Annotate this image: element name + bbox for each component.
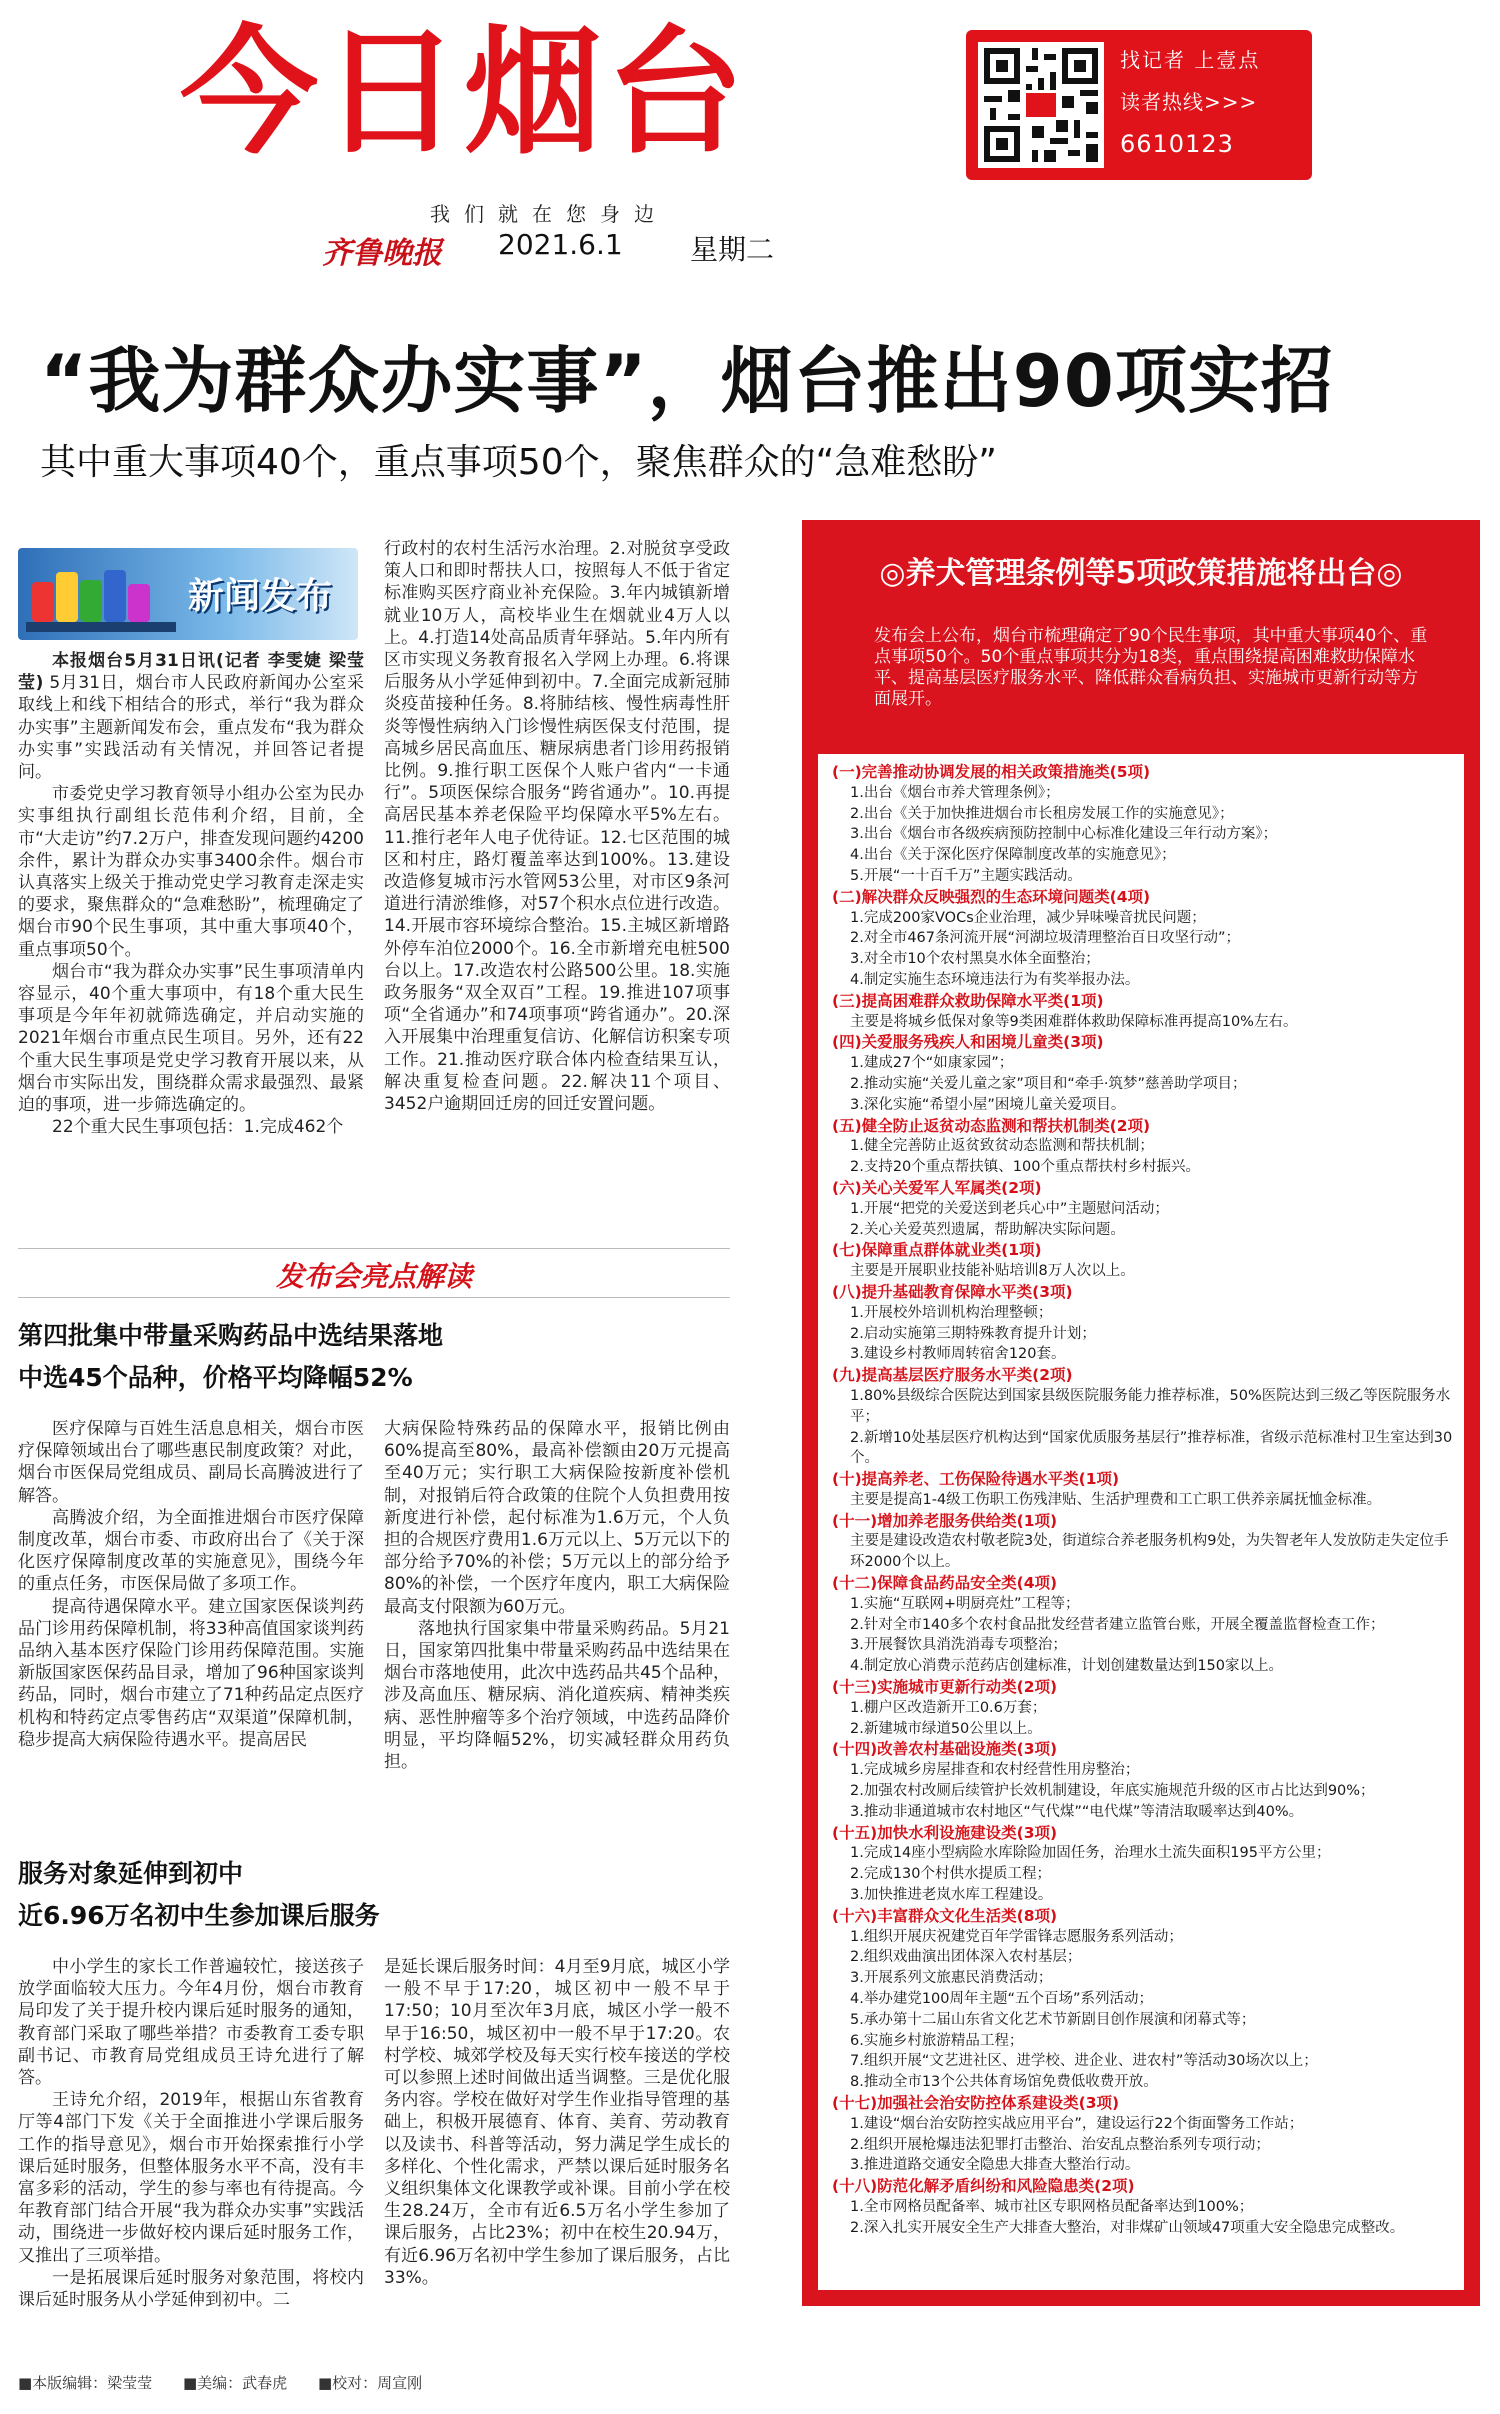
- policy-category: [832, 762, 1454, 887]
- policy-item: 2.对全市467条河流开展“河湖垃圾清理整治百日攻坚行动”；: [850, 930, 1241, 947]
- policy-category-title: (一)完善推动协调发展的相关政策措施类(5项): [832, 763, 1151, 781]
- newspaper-title: 今日烟台: [180, 12, 749, 173]
- policy-item: 1.完成14座小型病险水库除险加固任务，治理水土流失面积195平方公里；: [850, 1845, 1331, 1862]
- policy-category-title: (十五)加快水利设施建设类(3项): [832, 1823, 1058, 1842]
- highlights-banner-label: 发布会亮点解读: [275, 1260, 472, 1293]
- policy-item: 2.新建城市绿道50公里以上。: [850, 1720, 1042, 1737]
- article2-paragraph-4: 大病保险特殊药品的保障水平，报销比例由60%提高至80%，最高补偿额由20万元提高至40万元；实行职工大病保险按新度补偿机制，对报销后符合政策的住院个人负担费用按新度进行补偿，起付标准为1.6万元，个人负担的合规医疗费用1.6万元以上、5万元以下的部分给予70%的补偿；5万元以上的部分给予80%的补偿，一个医疗年度内，职工大病保险最高支付限额为60万元。: [384, 1419, 730, 1617]
- policy-item: 主要是提高1-4级工伤职工伤残津贴、生活护理费和工亡职工供养亲属抚恤金标准。: [850, 1491, 1382, 1508]
- article3-paragraph-1: 中小学生的家长工作普遍较忙，接送孩子放学面临较大压力。今年4月份，烟台市教育局印发了关于提升校内课后延时服务的通知，教育部门采取了哪些举措？市委教育工委专职副书记、市教育局党组成员王诗允进行了解答。: [18, 1957, 364, 2089]
- policy-item: 主要是开展职业技能补贴培训8万人次以上。: [850, 1263, 1135, 1280]
- policy-category-title: (十四)改善农村基础设施类(3项): [832, 1740, 1058, 1759]
- policy-category-title: (六)关心关爱军人军属类(2项): [832, 1178, 1042, 1197]
- policy-item: 4.举办建党100周年主题“五个百场”系列活动；: [850, 1991, 1154, 2008]
- article2-subtitle: 中选45个品种，价格平均降幅52%: [18, 1363, 413, 1392]
- policy-item: 1.棚户区改造新开工0.6万套；: [850, 1699, 1047, 1716]
- policy-category-title: (五)健全防止返贫动态监测和帮扶机制类(2项): [832, 1116, 1151, 1135]
- article2-paragraph-1: 医疗保障与百姓生活息息相关，烟台市医疗保障领域出台了哪些惠民制度政策？对此，烟台市医保局党组成员、副局长高腾波进行了解答。: [18, 1419, 364, 1506]
- article3-subtitle: 近6.96万名初中生参加课后服务: [18, 1901, 380, 1930]
- policy-item: 1.组织开展庆祝建党百年学雷锋志愿服务系列活动；: [850, 1928, 1183, 1945]
- policy-category: [832, 1032, 1454, 1115]
- policy-item: 4.制定放心消费示范药店创建标准，计划创建数量达到150家以上。: [850, 1658, 1284, 1675]
- issue-weekday: 星期二: [690, 233, 775, 266]
- qr-code-icon[interactable]: [978, 42, 1104, 168]
- policy-item: 1.健全完善防止返贫致贫动态监测和帮扶机制；: [850, 1138, 1154, 1155]
- policy-category-title: (十八)防范化解矛盾纠纷和风险隐患类(2项): [832, 2177, 1135, 2196]
- policy-item: 1.实施“互联网+明厨亮灶”工程等；: [850, 1595, 1080, 1612]
- policy-category: [832, 1365, 1454, 1469]
- hotline-slogan: 找记者 上壹点: [1120, 48, 1261, 72]
- article3-title: 服务对象延伸到初中: [18, 1859, 244, 1888]
- policy-item: 1.全市网格员配备率、城市社区专职网格员配备率达到100%；: [850, 2198, 1254, 2215]
- policy-panel-intro: 发布会上公布，烟台市梳理确定了90个民生事项，其中重大事项40个、重点事项50个。50个重点事项共分为18类，重点围绕提高困难救助保障水平、提高基层医疗服务水平、降低群众看病负担、实施城市更新行动等方面展开。: [874, 626, 1428, 709]
- policy-item: 3.出台《烟台市各级疾病预防控制中心标准化建设三年行动方案》；: [850, 826, 1278, 843]
- policy-category: [832, 1739, 1454, 1822]
- policy-item: 8.推动全市13个公共体育场馆免费低收费开放。: [850, 2074, 1158, 2091]
- policy-item: 2.针对全市140多个农村食品批发经营者建立监管台账，开展全覆盖监督检查工作；: [850, 1616, 1385, 1633]
- article3-column-1: [18, 1956, 364, 2311]
- policy-item: 1.开展“把党的关爱送到老兵心中”主题慰问活动；: [850, 1200, 1169, 1217]
- article2-column-2: [384, 1418, 730, 1773]
- policy-category: [832, 1677, 1454, 1739]
- main-subheadline: 其中重大事项40个，重点事项50个，聚焦群众的“急难愁盼”: [40, 442, 997, 483]
- highlights-banner: [18, 1248, 730, 1298]
- lead-paragraph-2: 市委党史学习教育领导小组办公室为民办实事组执行副组长范伟利介绍，目前，全市“大走访”约7.2万户，排查发现问题约4200余件，累计为群众办实事3400余件。烟台市认真落实上级关于推动党史学习教育走深走实的要求，聚焦群众的“急难愁盼”，梳理确定了烟台市90个民生事项，其中重大事项40个，重点事项50个。: [18, 784, 364, 960]
- policy-category-title: (十二)保障食品药品安全类(4项): [832, 1574, 1058, 1593]
- paper-name: 齐鲁晚报: [322, 236, 442, 271]
- hotline-number[interactable]: 6610123: [1120, 130, 1234, 158]
- policy-item: 1.80%县级综合医院达到国家县级医院服务能力推荐标准，50%医院达到三级乙等医院服务水平；: [850, 1387, 1451, 1425]
- policy-item: 3.推进道路交通安全隐患大排查大整治行动。: [850, 2157, 1140, 2174]
- issue-date: 2021.6.1: [498, 228, 623, 261]
- main-headline: “我为群众办实事”，烟台推出90项实招: [40, 339, 1334, 423]
- policy-category-title: (九)提高基层医疗服务水平类(2项): [832, 1366, 1073, 1385]
- news-release-badge: [18, 548, 358, 640]
- credit-proofreader: ■校对：周宣刚: [317, 2374, 423, 2392]
- article3-paragraph-3: 一是拓展课后延时服务对象范围，将校内课后延时服务从小学延伸到初中。二: [18, 2267, 364, 2311]
- policy-item: 1.建设“烟台治安防控实战应用平台”，建设运行22个街面警务工作站；: [850, 2115, 1304, 2132]
- policy-category: [832, 2093, 1454, 2176]
- policy-item: 5.开展“一十百千万”主题实践活动。: [850, 867, 1082, 884]
- article-byline: 本报烟台5月31日讯(记者 李雯婕 梁莹莹): [18, 651, 364, 694]
- article2-title: 第四批集中带量采购药品中选结果落地: [18, 1321, 444, 1350]
- policy-category-title: (十一)增加养老服务供给类(1项): [832, 1511, 1058, 1530]
- policy-item: 3.推动非通道城市农村地区“气代煤”“电代煤”等清洁取暖率达到40%。: [850, 1803, 1304, 1820]
- article2-column-1: [18, 1418, 364, 1751]
- newspaper-slogan: 我们就在您身边: [430, 202, 668, 226]
- policy-item: 3.开展系列文旅惠民消费活动；: [850, 1970, 1053, 1987]
- policy-item: 7.组织开展“文艺进社区、进学校、进企业、进农村”等活动30场次以上；: [850, 2053, 1318, 2070]
- policy-category: [832, 1116, 1454, 1178]
- article2-paragraph-5: 落地执行国家集中带量采购药品。5月21日，国家第四批集中带量采购药品中选结果在烟台市落地使用，此次中选药品共45个品种，涉及高血压、糖尿病、消化道疾病、精神类疾病、恶性肿瘤等多个治疗领域，中选药品降价明显，平均降幅52%，切实减轻群众用药负担。: [384, 1618, 730, 1773]
- credit-art-editor: ■美编：武春虎: [182, 2374, 288, 2392]
- policy-item: 2.出台《关于加快推进烟台市长租房发展工作的实施意见》；: [850, 805, 1234, 822]
- policy-category: [832, 1240, 1454, 1282]
- lead-paragraph-4: 22个重大民生事项包括：1.完成462个: [52, 1117, 344, 1138]
- policy-item: 1.完成200家VOCs企业治理，减少异味噪音扰民问题；: [850, 909, 1206, 926]
- policy-category-title: (十七)加强社会治安防控体系建设类(3项): [832, 2094, 1120, 2112]
- policy-category: [832, 991, 1454, 1033]
- policy-category: [832, 1906, 1454, 2093]
- policy-item: 2.关心关爱英烈遗属，帮助解决实际问题。: [850, 1221, 1125, 1238]
- lead-paragraph-5: 行政村的农村生活污水治理。2.对脱贫享受政策人口和即时帮扶人口，按照每人不低于省定标准购买医疗商业补充保险。3.年内城镇新增就业10万人，高校毕业生在烟就业4万人以上。4.打造14处高品质青年驿站。5.年内所有区市实现义务教育报名入学网上办理。6.将课后服务从小学延伸到初中。7.全面完成新冠肺炎疫苗接种任务。8.将肺结核、慢性病毒性肝炎等慢性病纳入门诊慢性病医保支付范围，提高城乡居民高血压、糖尿病患者门诊用药报销比例。9.推行职工医保个人账户省内“一卡通行”。5项医保综合服务“跨省通办”。10.再提高居民基本养老保险平均保障水平5%左右。11.推行老年人电子优待证。12.七区范围的城区和村庄，路灯覆盖率达到100%。13.建设改造修复城市污水管网53公里，对市区9条河道进行清淤维修，对57个积水点位进行改造。14.开展市容环境综合整治。15.主城区新增路外停车泊位2000个。16.全市新增充电桩500台以上。17.改造农村公路500公里。18.实施政务服务“双全双百”工程。19.推进107项事项“全省通办”和74项事项“跨省通办”。20.深入开展集中治理重复信访、化解信访积案专项工作。21.推动医疗联合体内检查结果互认，解决重复检查问题。22.解决11个项目、3452户逾期回迁房的回迁安置问题。: [384, 539, 730, 1115]
- article3-column-2: [384, 1956, 730, 2289]
- news-release-label: 新闻发布: [188, 576, 333, 617]
- policy-category-list: [818, 754, 1464, 2290]
- policy-category-title: (七)保障重点群体就业类(1项): [832, 1241, 1042, 1260]
- policy-category: [832, 1469, 1454, 1511]
- policy-category: [832, 1823, 1454, 1906]
- policy-category-title: (二)解决群众反映强烈的生态环境问题类(4项): [832, 887, 1151, 906]
- article2-paragraph-2: 高腾波介绍，为全面推进烟台市医疗保障制度改革，烟台市委、市政府出台了《关于深化医疗保障制度改革的实施意见》，围绕今年的重点任务，市医保局做了多项工作。: [18, 1507, 364, 1595]
- policy-item: 2.推动实施“关爱儿童之家”项目和“牵手·筑梦”慈善助学项目；: [850, 1075, 1247, 1092]
- policy-item: 4.出台《关于深化医疗保障制度改革的实施意见》；: [850, 847, 1176, 864]
- page-credits: [18, 2372, 1482, 2393]
- policy-item: 2.完成130个村供水提质工程；: [850, 1866, 1052, 1883]
- policy-item: 2.加强农村改厕后续管护长效机制建设，年底实施规范升级的区市占比达到90%；: [850, 1783, 1375, 1800]
- policy-category: [832, 2176, 1454, 2238]
- hotline-label: 读者热线>>>: [1120, 90, 1258, 114]
- lead-article-column-2: [384, 538, 730, 1115]
- lead-paragraph-1: 5月31日，烟台市人民政府新闻办公室采取线上和线下相结合的形式，举行“我为群众办实事”主题新闻发布会，重点发布“我为群众办实事”实践活动有关情况，并回答记者提问。: [18, 673, 365, 783]
- policy-item: 主要是将城乡低保对象等9类困难群体救助保障标准再提高10%左右。: [850, 1013, 1298, 1030]
- policy-item: 6.实施乡村旅游精品工程；: [850, 2032, 1024, 2049]
- policy-item: 3.开展餐饮具消洗消毒专项整治；: [850, 1637, 1067, 1654]
- policy-item: 2.组织开展枪爆违法犯罪打击整治、治安乱点整治系列专项行动；: [850, 2136, 1270, 2153]
- policy-item: 2.启动实施第三期特殊教育提升计划；: [850, 1325, 1096, 1342]
- policy-item: 2.组织戏曲演出团体深入农村基层；: [850, 1949, 1082, 1966]
- policy-item: 2.深入扎实开展安全生产大排查大整治，对非煤矿山领域47项重大安全隐患完成整改。: [850, 2219, 1405, 2236]
- policy-category: [832, 1178, 1454, 1240]
- article3-paragraph-2: 王诗允介绍，2019年，根据山东省教育厅等4部门下发《关于全面推进小学课后服务工作的指导意见》，烟台市开始探索推行小学课后延时服务，但整体服务水平不高，没有丰富多彩的活动，学生的参与率也有待提高。今年教育部门结合开展“我为群众办实事”实践活动，围绕进一步做好校内课后延时服务工作，又推出了三项举措。: [18, 2090, 364, 2266]
- credit-editor: ■本版编辑：梁莹莹: [18, 2374, 153, 2392]
- policy-item: 3.对全市10个农村黑臭水体全面整治；: [850, 951, 1100, 968]
- policy-category-title: (八)提升基础教育保障水平类(3项): [832, 1282, 1073, 1301]
- policy-category-title: (四)关爱服务残疾人和困境儿童类(3项): [832, 1033, 1104, 1052]
- policy-category: [832, 1573, 1454, 1677]
- policy-item: 2.新增10处基层医疗机构达到“国家优质服务基层行”推荐标准，省级示范标准村卫生室达到30个。: [850, 1429, 1453, 1467]
- policy-category: [832, 1511, 1454, 1573]
- policy-category: [832, 887, 1454, 991]
- policy-item: 1.开展校外培训机构治理整顿；: [850, 1304, 1053, 1321]
- lead-article-column-1: [18, 650, 364, 1138]
- reader-hotline-box: [966, 30, 1312, 180]
- policy-item: 主要是建设改造农村敬老院3处，街道综合养老服务机构9处，为失智老年人发放防走失定位手环2000个以上。: [850, 1533, 1449, 1571]
- policy-category-title: (十六)丰富群众文化生活类(8项): [832, 1906, 1058, 1925]
- policy-category: [832, 1282, 1454, 1365]
- policy-item: 3.加快推进老岚水库工程建设。: [850, 1887, 1053, 1904]
- article2-paragraph-3: 提高待遇保障水平。建立国家医保谈判药品门诊用药保障机制，将33种高值国家谈判药品纳入基本医疗保险门诊用药保障范围。实施新版国家医保药品目录，增加了96种国家谈判药品，同时，烟台市建立了71种药品定点医疗机构和特药定点零售药店“双渠道”保障机制，稳步提高大病保险待遇水平。提高居民: [18, 1596, 364, 1750]
- policy-item: 1.建成27个“如康家园”；: [850, 1055, 1014, 1072]
- microphones-icon: [26, 562, 176, 632]
- policy-item: 4.制定实施生态环境违法行为有奖举报办法。: [850, 971, 1140, 988]
- policy-item: 5.承办第十二届山东省文化艺术节新剧目创作展演和闭幕式等；: [850, 2011, 1256, 2028]
- policy-item: 3.建设乡村教师周转宿舍120套。: [850, 1346, 1066, 1363]
- policy-item: 2.支持20个重点帮扶镇、100个重点帮扶村乡村振兴。: [850, 1159, 1200, 1176]
- article3-paragraph-4: 是延长课后服务时间：4月至9月底，城区小学一般不早于17:20，城区初中一般不早于17:50；10月至次年3月底，城区小学一般不早于16:50，城区初中一般不早于17:20。农村学校、城郊学校及每天实行校车接送的学校可以参照上述时间做出适当调整。三是优化服务内容。学校在做好对学生作业指导管理的基础上，积极开展德育、体育、美育、劳动教育以及读书、科普等活动，努力满足学生成长的多样化、个性化需求，严禁以课后延时服务名义组织集体文化课教学或补课。目前小学在校生28.24万，全市有近6.5万名小学生参加了课后服务，占比23%；初中在校生20.94万，有近6.96万名初中学生参加了课后服务，占比33%。: [384, 1957, 730, 2288]
- policy-item: 1.出台《烟台市养犬管理条例》；: [850, 784, 1060, 801]
- policy-panel: [802, 520, 1480, 2306]
- policy-category-title: (三)提高困难群众救助保障水平类(1项): [832, 991, 1104, 1010]
- policy-panel-title: ◎养犬管理条例等5项政策措施将出台◎: [879, 556, 1403, 591]
- masthead: [0, 0, 1500, 290]
- lead-paragraph-3: 烟台市“我为群众办实事”民生事项清单内容显示，40个重大事项中，有18个重大民生事项是今年年初就筛选确定，并启动实施的2021年烟台市重点民生项目。另外，还有22个重大民生事项是党史学习教育开展以来，从烟台市实际出发，围绕群众需求最强烈、最紧迫的事项，进一步筛选确定的。: [18, 961, 364, 1116]
- policy-category-title: (十三)实施城市更新行动类(2项): [832, 1678, 1058, 1697]
- policy-item: 1.完成城乡房屋排查和农村经营性用房整治；: [850, 1762, 1140, 1779]
- policy-item: 3.深化实施“希望小屋”困境儿童关爱项目。: [850, 1096, 1126, 1113]
- policy-category-title: (十)提高养老、工伤保险待遇水平类(1项): [832, 1470, 1120, 1489]
